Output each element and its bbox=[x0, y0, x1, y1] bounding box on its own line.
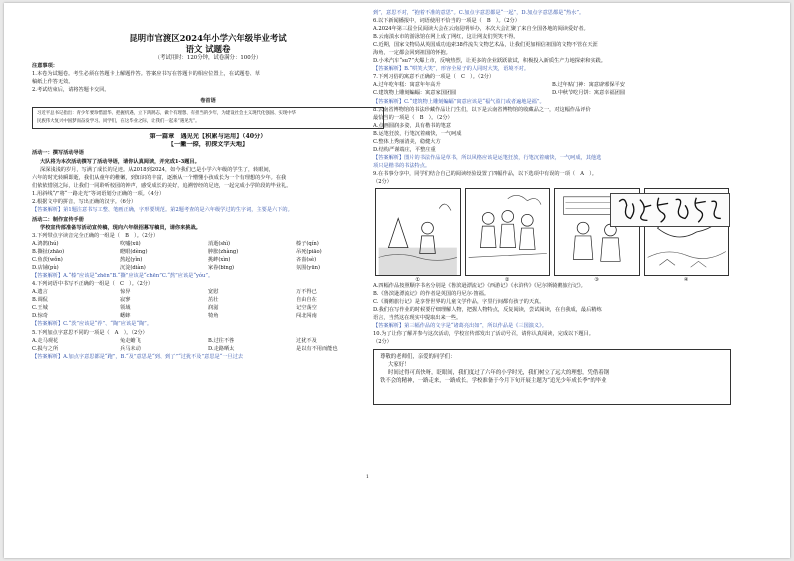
panel-label: ① bbox=[415, 277, 421, 284]
comic-panel-2 bbox=[465, 188, 551, 284]
option: 寂寥 bbox=[120, 297, 131, 304]
exam-subtitle: 语文 试题卷 bbox=[185, 43, 231, 54]
option: 是以有不用而能也 bbox=[296, 345, 338, 352]
option: D.店铺(pù) bbox=[32, 265, 59, 272]
chapter-slogan: 【一撇一捺，初探文字天地】 bbox=[167, 141, 249, 149]
option: B.《鲁滨逊漂流记》的作者是英国的丹尼尔·笛福。 bbox=[373, 291, 490, 298]
calligraphy-artwork bbox=[610, 193, 730, 227]
letter-line: 铁不会的精神，一路走来，一路成长。学校准备于今月下旬开展主题为“追光少年成长季”的毕业 bbox=[380, 378, 607, 385]
option: 茁壮 bbox=[208, 297, 219, 304]
option: 兔走蟾飞 bbox=[120, 337, 141, 344]
letter-line: 时间过得可真快呀，眨眼间，我们度过了六年的小学时光，我们树立了远大的理想，凭借着钢 bbox=[388, 370, 610, 377]
answer-analysis: 【答案解析】图片的书法作品是草书，所以风格应该是运笔狂放，行笔沉着痛快，一气呵成，其他选 bbox=[373, 154, 602, 161]
question-9-cont: （2分） bbox=[373, 178, 392, 185]
option: 海角，一定都会回到祖国的怀抱。 bbox=[373, 50, 451, 57]
option: C.王城 bbox=[32, 305, 48, 312]
answer-analysis: 项只是楷书的书法特点。 bbox=[373, 162, 431, 169]
option: B.调侃 bbox=[32, 297, 48, 304]
exam-title: 昆明市官渡区2024年小学六年级毕业考试 bbox=[129, 33, 287, 43]
activity2-heading: 活动二：制作宣传手册 bbox=[32, 216, 84, 223]
option: D.惊奇 bbox=[32, 313, 48, 320]
letter-box bbox=[373, 349, 731, 405]
panel-label: ② bbox=[504, 277, 510, 284]
question-8-cont: 最恰当的一项是（ B ）。（2分） bbox=[373, 114, 453, 121]
option: 万不得已 bbox=[296, 289, 317, 296]
exam-page bbox=[4, 3, 790, 558]
preface-line: 习近平总书记指出：青少年要珍惜韶华、把握机遇，立下鸿鹄志，做个有理想、有担当的少年，为建设社会主义现代化强国、实现中华 bbox=[37, 111, 297, 117]
preface-line: 民族伟大复兴中国梦而奋发学习。同学们，在这毕业之际，让我们一起来“遇见光”。 bbox=[37, 119, 200, 125]
answer-analysis: 【答案解析】A.加点字意思都是“跑”，B.“及”意思是“到、到了”“过犹不及”意思是“一旦过去 bbox=[32, 353, 244, 360]
option: B.运笔狂放，行笔沉着痛快，一气呵成 bbox=[373, 130, 462, 137]
journey-illustration bbox=[466, 189, 550, 275]
option: A.点画圆润多姿，具有楷书的笔意 bbox=[373, 122, 452, 129]
option: 蟋蟀 bbox=[120, 313, 131, 320]
activity2-intro: 学校宣传部准备写活动宣传稿，现向六年级招募写稿员，请你来挑战。 bbox=[40, 224, 201, 231]
q3-options bbox=[32, 240, 384, 272]
question-9: 9.在书事分享中，同学们结合自己的阅读经验设置了四幅作品，以下选项中有误的一项（ A ）。 bbox=[373, 170, 597, 177]
castaway-illustration bbox=[376, 189, 460, 275]
option: 润滋 bbox=[208, 305, 219, 312]
option: D.小米汽车“su7”火爆上市，反响热烈，让更多的企业跃跃欲试，积极投入新质生产力地探索和实践。 bbox=[373, 58, 606, 65]
option: B.过年贴门神：寓意辟邪保平安 bbox=[552, 82, 625, 89]
option: 吝啬(sè) bbox=[296, 257, 317, 264]
option: 氛围(yūn) bbox=[296, 265, 321, 272]
option: A.过年吃年糕：寓意年年高升 bbox=[373, 82, 441, 89]
activity1-text: 深深浅浅的岁月，写满了成长的足迹。从2018到2024，如今我们已是小学六年级的学生了，转眼间， bbox=[40, 166, 274, 173]
answer-analysis: 【答案解析】第1题注意书写工整、笔画正确，字形要规范。第2题考查的是六年级学过的生字词，主要是六下的。 bbox=[32, 206, 293, 213]
panel-label: ④ bbox=[683, 277, 689, 284]
option: 沉淀(diàn) bbox=[120, 265, 146, 272]
preface-box bbox=[32, 107, 384, 129]
option: 榛子(qín) bbox=[296, 240, 319, 247]
option: 犄角 bbox=[208, 313, 219, 320]
notice-line: 稿纸上作答无效。 bbox=[32, 79, 74, 86]
question-8: 8.云南省博物馆的书法珍藏作品让门生们，以下是云南省博物馆的收藏品之一，对这幅作品评价 bbox=[373, 106, 591, 113]
option: C.鱼茨(wǒn) bbox=[32, 257, 63, 264]
option: 肿胀(zhàng) bbox=[208, 249, 239, 256]
letter-line: 尊敬的老师们，亲爱的同学们： bbox=[380, 354, 456, 361]
cursive-calligraphy-image bbox=[611, 194, 729, 226]
activity1-text: 们依依惜别之际，让我们一同聆听校园的钟声，感受成长的美好，追溯曾经的足迹，一起完成小学阶段的毕业礼。 bbox=[32, 182, 292, 189]
activity1-intro: 大队将为本次活动撰写了活动导语，请你认真阅读，并完成1-3题目。 bbox=[40, 158, 200, 165]
activity1-heading: 活动一：撰写活动导语 bbox=[32, 150, 84, 157]
question-3: 3.下列带点字读音完全正确的一组是（ B ）。（2分） bbox=[32, 232, 159, 239]
question-10: 10.为了让你了解并参与这次活动，学校宣传部发出了活动号召，请你认真阅读，完成以下题目。 bbox=[373, 331, 594, 338]
question-1: 1.用斜线“/”将“一路走光”等词语划分正确的一项。（4分） bbox=[32, 190, 165, 197]
option: C.建筑物上雕刻蝙蝠：寓意家国团圆 bbox=[373, 90, 457, 97]
option: D.我们在写作业的时候要仔细理解人物，把握人物特点，反复阅读，尝试阅读，在自我成，最后精练 bbox=[373, 307, 602, 314]
question-10-cont: （2分） bbox=[373, 339, 392, 346]
answer-analysis: 到”，意思不对，“抱着不准的意思”。C.加点字意思都是“一起”，D.加点字意思都是“热水”。 bbox=[373, 10, 585, 16]
option: 自由自在 bbox=[296, 297, 317, 304]
notice-line: 1.本卷为试题卷。考生必须在答题卡上解题作答。答案应书写在答题卡的相应位置上，在试题卷、草 bbox=[32, 71, 261, 78]
option: D.中秋节吃月饼：寓意幸福团圆 bbox=[552, 90, 626, 97]
option: 吹嘘(xū) bbox=[120, 240, 141, 247]
option: 吊死(piāo) bbox=[296, 249, 322, 256]
option: B.过往不咎 bbox=[208, 337, 235, 344]
question-2: 2.根据文中的拼音，写出正确的汉字。（6分） bbox=[32, 198, 137, 205]
option: 过犹不及 bbox=[296, 337, 317, 344]
question-5: 5.下列加点字意思不同的一项是（ A ）。（2分） bbox=[32, 329, 148, 336]
preface-heading: 卷首语 bbox=[200, 98, 216, 105]
option: B.云南滇水市的游泳馆在网上成了网红，这让网友们哭笑不得。 bbox=[373, 34, 519, 41]
option: C.近期，国家文物局从英国成功追索38件流失文物艺术品，让我们更加相信祖国的文物不管在天涯 bbox=[373, 42, 598, 49]
panel-label: ③ bbox=[594, 277, 600, 284]
option: 记空荡空 bbox=[296, 305, 317, 312]
answer-analysis: 【答案解析】C.“建筑物上雕刻蝙蝠”寓意应该是“福气盈门或者遍地是福”。 bbox=[373, 98, 545, 105]
letter-line: 大家好！ bbox=[388, 362, 410, 369]
activity1-text: 六年的时光转瞬即逝，我们从童年的稚嫩，到知识的丰富，逐渐从一个懵懂小孩成长为一个有理想的少年。在我 bbox=[32, 174, 287, 181]
q5-options bbox=[32, 337, 384, 353]
option: 家眷(bīng) bbox=[208, 265, 235, 272]
option: 消逝(shì) bbox=[208, 240, 231, 247]
option: A.走马观花 bbox=[32, 337, 59, 344]
option: C.损与之所 bbox=[32, 345, 59, 352]
exam-meta: （考试用时：120分钟，试卷满分：100分） bbox=[154, 55, 262, 61]
option: 语言，当然这在现实中提取出来一些。 bbox=[373, 315, 462, 322]
option: C.《骑鹅旅行记》是享誉世界的儿童文学作品，字里行间都有孩子的天真。 bbox=[373, 299, 545, 306]
question-4: 4.下列词语中书写不正确的一组是（ C ）。（2分） bbox=[32, 281, 154, 288]
q4-options bbox=[32, 288, 384, 320]
left-column bbox=[32, 33, 384, 361]
option: A.2024年第三届全民阅读大会在云南昆明举办，本次大会汇聚了来自全国各地的阅读爱好者。 bbox=[373, 26, 589, 33]
option: 惊异 bbox=[120, 289, 131, 296]
option: C.整体上秀丽清美，稳健大方 bbox=[373, 138, 441, 145]
answer-analysis: 【答案解析】C.“茨”应该是“荐”、“陶”应该是“陶”。 bbox=[32, 321, 153, 328]
question-6: 6.以下新闻播报中，词语使用不恰当的一项是（ B ）。（2分） bbox=[373, 18, 520, 25]
option: 兵马未动 bbox=[120, 345, 141, 352]
answer-analysis: 【答案解析】B.“哄笑大笑”，形容全屋子的人同时大笑，语境不对。 bbox=[373, 66, 530, 73]
page-number: 1 bbox=[366, 475, 369, 480]
chapter-title: 第一篇章 遇见光【积累与运用】（40分） bbox=[149, 133, 267, 141]
option: A.四幅作品按照顺序书名分别是《鲁滨逊漂流记》《西游记》《水浒传》《尼尔斯骑鹅旅行记》。 bbox=[373, 283, 586, 290]
option: 闯北闯南 bbox=[296, 313, 317, 320]
question-7: 7.下列习俗的寓意不正确的一项是（ C ）。（2分） bbox=[373, 74, 495, 81]
option: 宽慰 bbox=[208, 289, 219, 296]
option: 领域 bbox=[120, 305, 131, 312]
answer-analysis: 【答案解析】A.“榛”应该是“zhēn”B.“撕”应该是“chēn”C.“熬”应该是“yóu”。 bbox=[32, 273, 214, 280]
option: D.走路晒太 bbox=[208, 345, 235, 352]
option: 瞪眼(dèng) bbox=[120, 249, 148, 256]
comic-panel-1 bbox=[375, 188, 461, 284]
answer-analysis: 【答案解析】第三幅作品的文字是“诸葛亮出如”，所以作品是《三国演义》。 bbox=[373, 323, 547, 330]
option: 挑衅(xìn) bbox=[208, 257, 231, 264]
option: A.鸿鹄(hú) bbox=[32, 240, 59, 247]
option: A.遗言 bbox=[32, 289, 48, 296]
notice-heading: 注意事项： bbox=[32, 63, 58, 70]
notice-line: 2.考试结束后，请将答题卡交回。 bbox=[32, 87, 110, 94]
option: D.结构严谨端庄，平整庄重 bbox=[373, 146, 436, 153]
option: B.撕扯(zhāo) bbox=[32, 249, 65, 256]
option: 熬起(yǐn) bbox=[120, 257, 143, 264]
q7-options bbox=[373, 81, 731, 97]
